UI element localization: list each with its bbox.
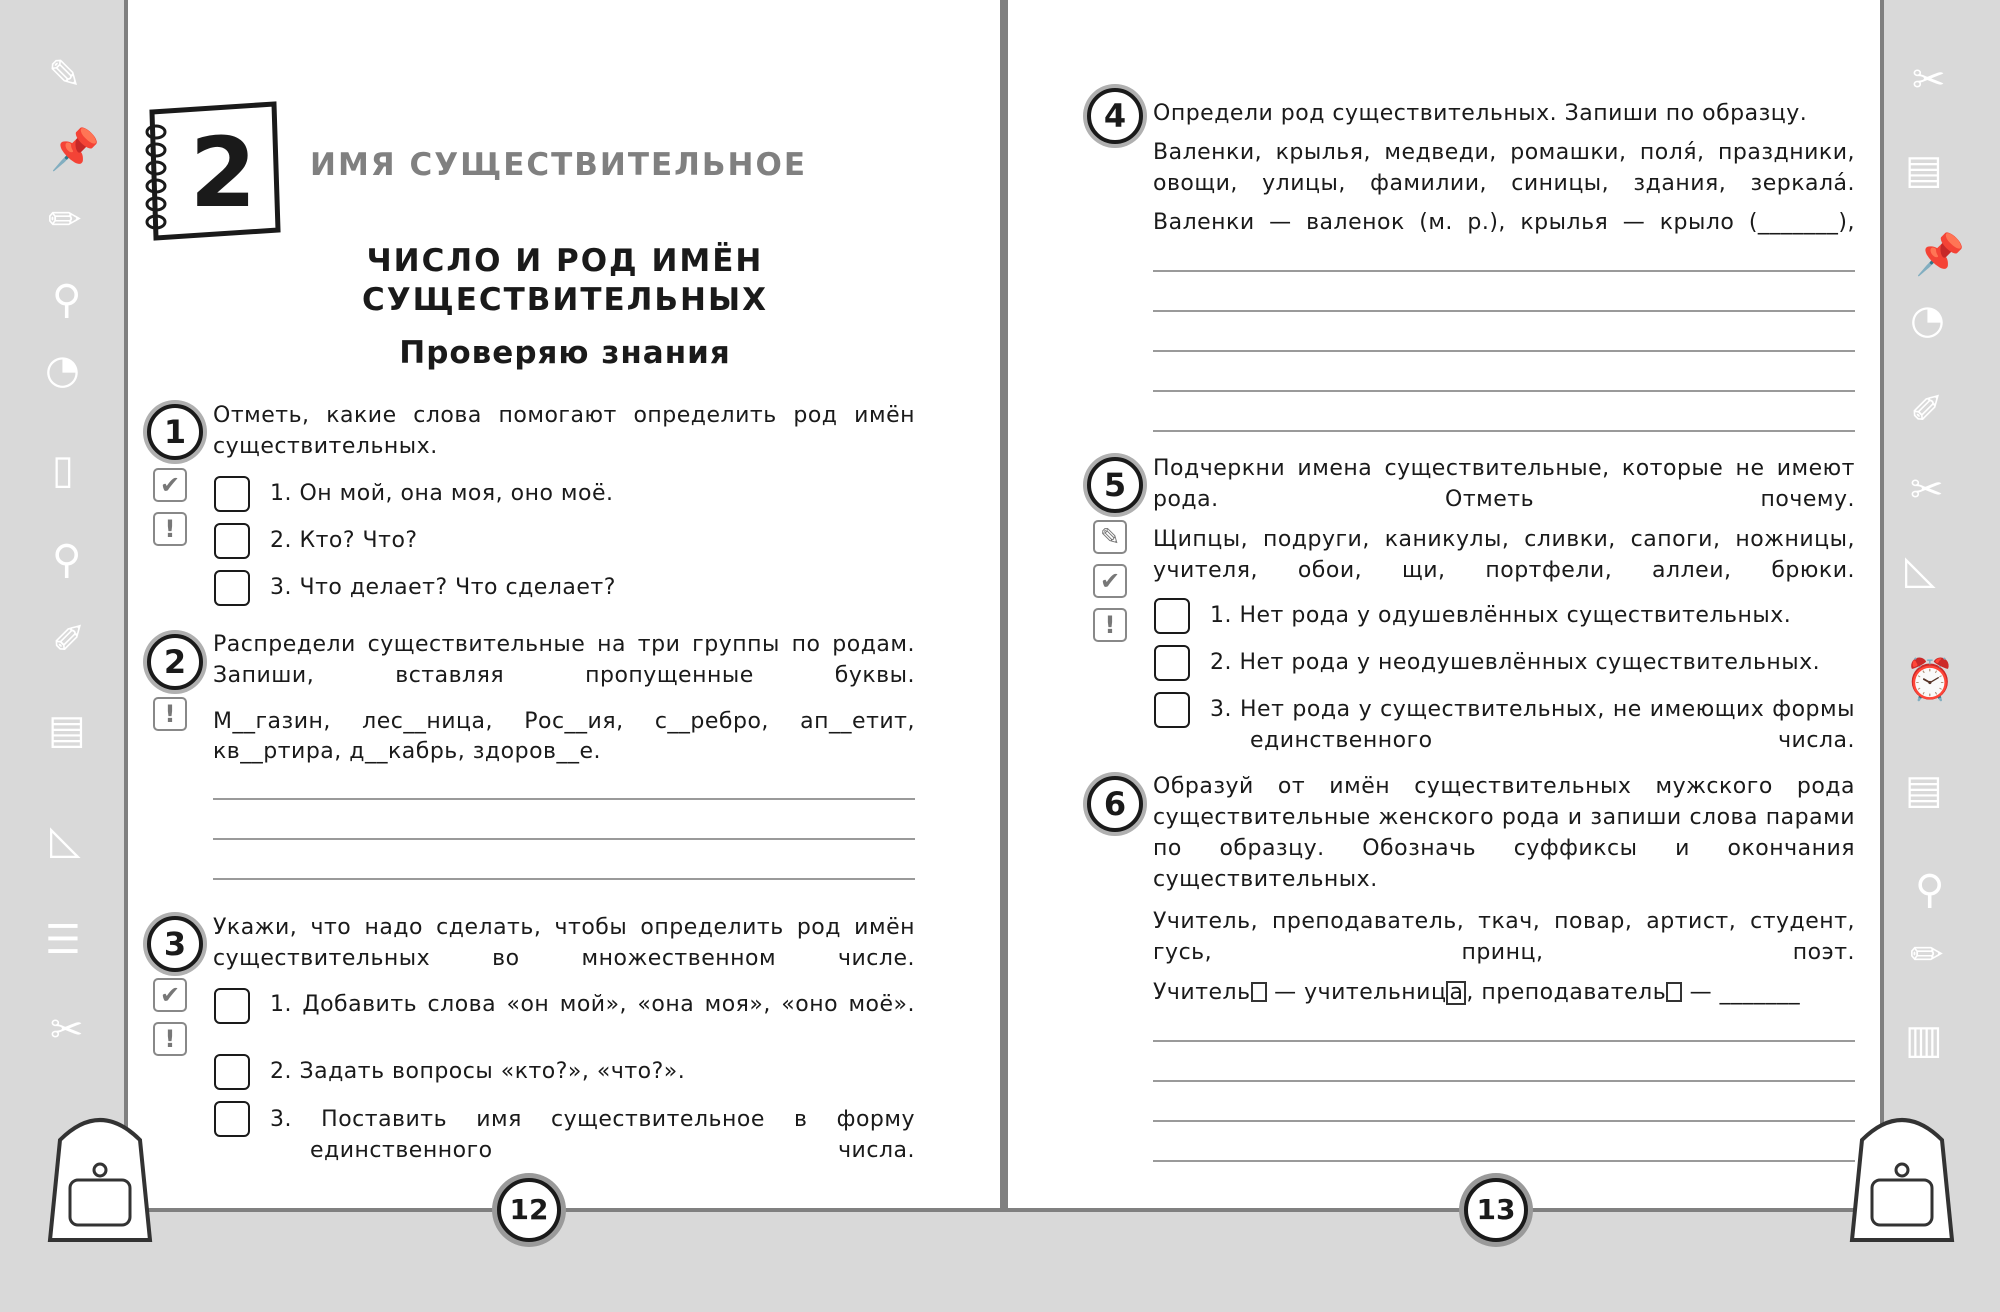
answer-line[interactable] xyxy=(1153,350,1855,352)
answer-line[interactable] xyxy=(213,838,915,840)
notebook-icon: ▤ xyxy=(1905,147,1943,193)
sharpener-icon: ✂ xyxy=(50,1007,84,1053)
task-1-question: Отметь, какие слова помогают определить род имён существительных. xyxy=(213,403,915,459)
task-4-example: Валенки — валенок (м. р.), крылья — крыло (_______), xyxy=(1153,210,1855,235)
task-5-option-3: 3. Нет рода у существительных, не имеющих формы единственного числа. xyxy=(1210,697,1855,753)
paperclip-icon: ⚲ xyxy=(52,537,82,583)
pin-icon: 📌 xyxy=(50,127,100,173)
task-5-option-3-checkbox[interactable] xyxy=(1154,692,1190,728)
clip-icon: ⚲ xyxy=(52,277,82,323)
exclamation-icon: ! xyxy=(153,697,187,731)
pencil-icon: ✏ xyxy=(48,197,82,243)
bottom-band xyxy=(0,1212,2000,1312)
ending-box xyxy=(1666,982,1682,1002)
exclamation-icon: ! xyxy=(153,1022,187,1056)
ending-box xyxy=(1251,982,1267,1002)
book-icon: ▥ xyxy=(1905,1017,1943,1063)
task-5-option-2-checkbox[interactable] xyxy=(1154,645,1190,681)
answer-line[interactable] xyxy=(1153,430,1855,432)
task-2-question: Распредели существительные на три группы по родам. Запиши, вставляя пропущенные буквы. xyxy=(213,632,915,688)
backpack-left-icon xyxy=(40,1100,160,1250)
answer-line[interactable] xyxy=(213,878,915,880)
task-6-number: 6 xyxy=(1087,776,1143,832)
task-3-question: Укажи, что надо сделать, чтобы определить род имён существительных во множественном числе. xyxy=(213,915,915,971)
notebook-icon: ▤ xyxy=(48,707,86,753)
answer-line[interactable] xyxy=(213,798,915,800)
pen-icon: ✐ xyxy=(52,617,86,663)
task-3-option-2: 2. Задать вопросы «кто?», «что?». xyxy=(270,1059,686,1084)
protractor-icon: ◔ xyxy=(1910,297,1945,343)
section-title-line1: ЧИСЛО И РОД ИМЁН xyxy=(366,243,764,279)
section-subtitle: Проверяю знания xyxy=(399,335,731,371)
task-1-option-1: 1. Он мой, она моя, оно моё. xyxy=(270,481,614,506)
check-icon: ✔ xyxy=(1093,564,1127,598)
eraser-icon: ✎ xyxy=(48,52,82,98)
task-1-number: 1 xyxy=(147,404,203,460)
task-4-words: Валенки, крылья, медведи, ромашки, поля́, праздники, овощи, улицы, фамилии, синицы, здания, зеркала́. xyxy=(1153,140,1855,196)
ending-box-filled: а xyxy=(1446,981,1466,1005)
task-6-example-word3: , преподаватель xyxy=(1466,980,1667,1005)
task-3-option-2-checkbox[interactable] xyxy=(214,1054,250,1090)
task-6-question: Образуй от имён существительных мужского рода существительные женского рода и запиши слова парами по образцу. Обозначь суффиксы и окончания существительных. xyxy=(1153,774,1855,892)
task-5-option-1: 1. Нет рода у одушевлённых существительных. xyxy=(1210,603,1792,628)
task-6-words: Учитель, преподаватель, ткач, повар, артист, студент, гусь, принц, поэт. xyxy=(1153,909,1855,965)
answer-line[interactable] xyxy=(1153,1080,1855,1082)
task-4-number: 4 xyxy=(1087,88,1143,144)
task-1-option-2-checkbox[interactable] xyxy=(214,523,250,559)
ruler-icon: ▯ xyxy=(52,447,75,493)
answer-line[interactable] xyxy=(1153,1040,1855,1042)
task-2-number: 2 xyxy=(147,634,203,690)
task-6-example-word1: Учитель xyxy=(1153,980,1251,1005)
task-6-example xyxy=(1153,977,1855,1008)
task-1-option-2: 2. Кто? Что? xyxy=(270,528,418,553)
task-3-number: 3 xyxy=(147,916,203,972)
answer-line[interactable] xyxy=(1153,270,1855,272)
task-3-option-3-checkbox[interactable] xyxy=(214,1101,250,1137)
books-icon: ☰ xyxy=(45,917,81,963)
notebook-icon: ▤ xyxy=(1905,767,1943,813)
paperclip-icon: ⚲ xyxy=(1915,867,1945,913)
backpack-right-icon xyxy=(1842,1100,1962,1250)
pin-icon: 📌 xyxy=(1915,232,1965,278)
task-5-number: 5 xyxy=(1087,457,1143,513)
task-6-example-dash: — _______ xyxy=(1689,980,1801,1005)
answer-line[interactable] xyxy=(1153,1160,1855,1162)
pencil-icon: ✏ xyxy=(1910,932,1944,978)
answer-line[interactable] xyxy=(1153,310,1855,312)
check-icon: ✔ xyxy=(153,468,187,502)
triangle-icon: ◺ xyxy=(1905,547,1936,593)
task-5-option-1-checkbox[interactable] xyxy=(1154,598,1190,634)
exclamation-icon: ! xyxy=(1093,608,1127,642)
task-3-option-1-checkbox[interactable] xyxy=(214,988,250,1024)
pen-icon: ✐ xyxy=(1910,387,1944,433)
task-5-option-2: 2. Нет рода у неодушевлённых существительных. xyxy=(1210,650,1821,675)
protractor-icon: ◔ xyxy=(45,347,80,393)
sharpener-icon: ✂ xyxy=(1912,57,1946,103)
pencil-icon: ✎ xyxy=(1093,520,1127,554)
task-2-words-line1: М__газин, лес__ница, Рос__ия, с__ребро, ап__етит, xyxy=(213,709,915,734)
section-title-line2: СУЩЕСТВИТЕЛЬНЫХ xyxy=(361,282,769,318)
answer-line[interactable] xyxy=(1153,390,1855,392)
chapter-number: 2 xyxy=(189,117,257,229)
page-number-right: 13 xyxy=(1464,1178,1528,1242)
chapter-title: ИМЯ СУЩЕСТВИТЕЛЬНОЕ xyxy=(310,147,808,183)
task-6-example-word2: — учительниц xyxy=(1274,980,1447,1005)
task-1-option-3-checkbox[interactable] xyxy=(214,570,250,606)
exclamation-icon: ! xyxy=(153,512,187,546)
task-1-option-3: 3. Что делает? Что сделает? xyxy=(270,575,616,600)
task-5-words: Щипцы, подруги, каникулы, сливки, сапоги, ножницы, учителя, обои, щи, портфели, аллеи, брюки. xyxy=(1153,527,1855,583)
task-1-option-1-checkbox[interactable] xyxy=(214,476,250,512)
alarm-clock-icon: ⏰ xyxy=(1905,657,1955,703)
task-2-words-line2: кв__ртира, д__кабрь, здоров__е. xyxy=(213,739,602,764)
task-3-option-1: 1. Добавить слова «он мой», «она моя», «оно моё». xyxy=(270,992,915,1017)
task-4-question: Определи род существительных. Запиши по образцу. xyxy=(1153,101,1808,126)
sharpener-icon: ✂ xyxy=(1910,467,1944,513)
check-icon: ✔ xyxy=(153,978,187,1012)
triangle-icon: ◺ xyxy=(50,817,81,863)
answer-line[interactable] xyxy=(1153,1120,1855,1122)
task-5-question: Подчеркни имена существительные, которые не имеют рода. Отметь почему. xyxy=(1153,456,1855,512)
page-number-left: 12 xyxy=(497,1178,561,1242)
task-3-option-3: 3. Поставить имя существительное в форму единственного числа. xyxy=(270,1107,915,1163)
